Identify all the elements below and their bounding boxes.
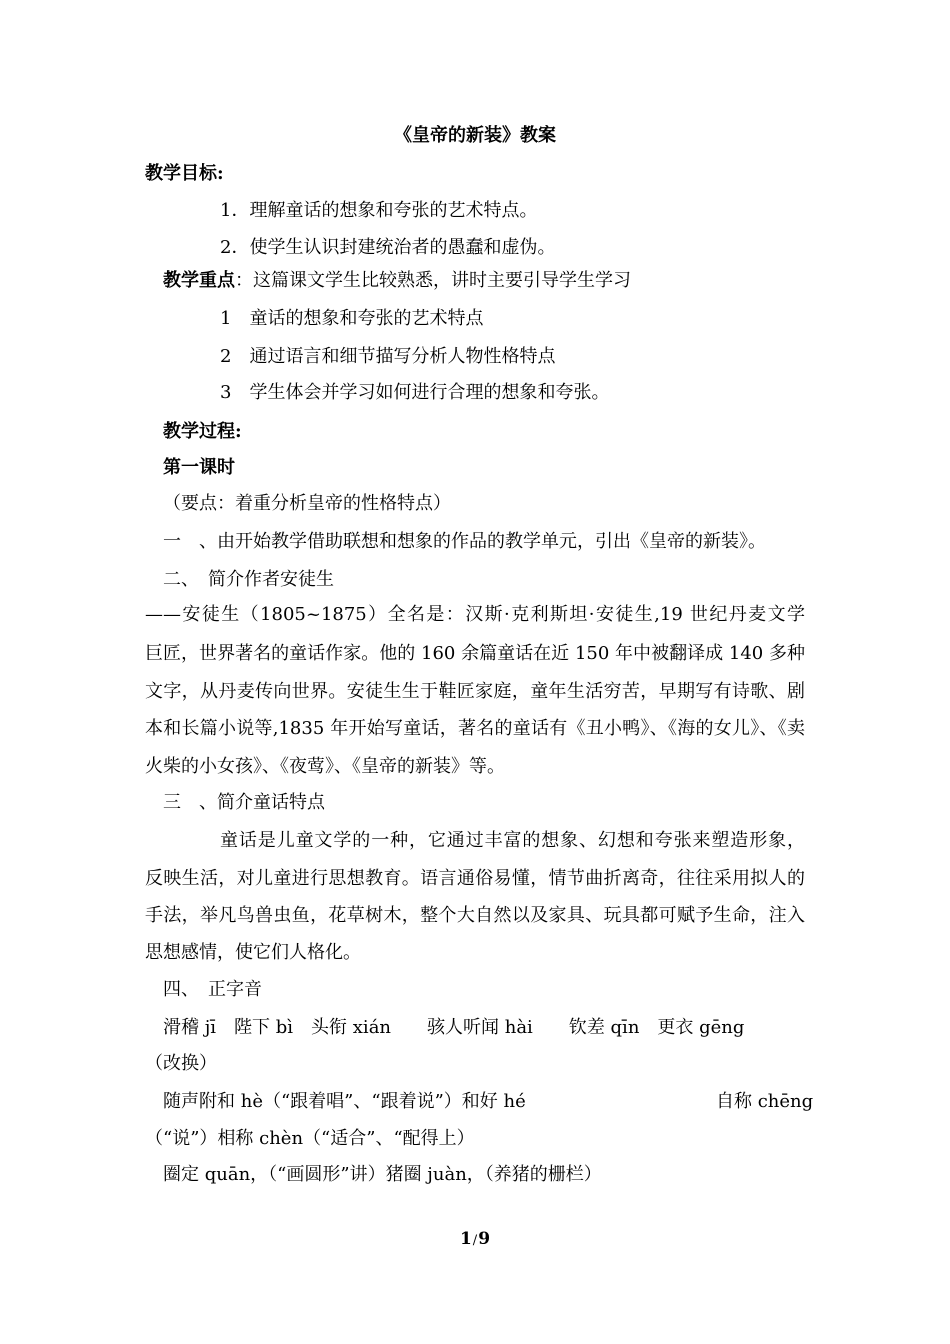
- pronunciation-line: 自称 chēng: [716, 1091, 814, 1112]
- goals-heading: 教学目标:: [145, 163, 224, 184]
- pronunciation-line: （改换）: [145, 1053, 217, 1074]
- focus-line: [163, 269, 631, 293]
- pronunciation-line: （“说”）相称 chèn（“适合”、“配得上）: [145, 1128, 475, 1149]
- page-separator: /: [472, 1233, 478, 1248]
- focus-item: 3 学生体会并学习如何进行合理的想象和夸张。: [220, 382, 610, 403]
- author-line: 火柴的小女孩》、《夜莺》、《皇帝的新装》等。: [145, 756, 505, 777]
- author-line: 巨匠，世界著名的童话作家。他的 160 余篇童话在近 150 年中被翻译成 140 多种: [145, 643, 805, 664]
- fairy-line: 手法，举凡鸟兽虫鱼，花草树木，整个大自然以及家具、玩具都可赋予生命，注入: [145, 905, 805, 926]
- focus-item: 1 童话的想象和夸张的艺术特点: [220, 308, 484, 329]
- key-point: （要点：着重分析皇帝的性格特点）: [163, 493, 451, 514]
- page-total: 9: [478, 1229, 491, 1249]
- author-line: 文字，从丹麦传向世界。安徒生生于鞋匠家庭，童年生活穷苦，早期写有诗歌、剧: [145, 681, 805, 702]
- page-current: 1: [459, 1229, 472, 1249]
- lesson-heading: 第一课时: [163, 457, 235, 478]
- focus-heading: 教学重点: [163, 270, 235, 291]
- process-heading: 教学过程:: [163, 421, 242, 442]
- pronunciation-line: 随声附和 hè（“跟着唱”、“跟着说”）和好 hé: [163, 1091, 526, 1112]
- step-four: 四、 正字音: [163, 979, 262, 1000]
- page-number: [0, 1229, 950, 1249]
- step-three: 三 、简介童话特点: [163, 792, 325, 813]
- goal-item: 1．理解童话的想象和夸张的艺术特点。: [220, 200, 538, 221]
- focus-item: 2 通过语言和细节描写分析人物性格特点: [220, 346, 556, 367]
- pronunciation-line: 滑稽 jī 陛下 bì 头衔 xián 骇人听闻 hài 钦差 qīn 更衣 gēng: [163, 1017, 745, 1038]
- fairy-line: 思想感情，使它们人格化。: [145, 942, 361, 963]
- page-title: 《皇帝的新装》教案: [394, 125, 556, 146]
- author-line: 本和长篇小说等,1835 年开始写童话，著名的童话有《丑小鸭》、《海的女儿》、《卖: [145, 718, 805, 739]
- author-line: ——安徒生（1805~1875）全名是：汉斯·克利斯坦·安徒生,19 世纪丹麦文学: [145, 604, 805, 625]
- pronunciation-line: 圈定 quān，（“画圆形”讲）猪圈 juàn，（养猪的栅栏）: [163, 1164, 602, 1185]
- fairy-line: 反映生活，对儿童进行思想教育。语言通俗易懂，情节曲折离奇，往往采用拟人的: [145, 868, 805, 889]
- step-two: 二、 简介作者安徒生: [163, 569, 334, 590]
- goal-item: 2．使学生认识封建统治者的愚蠢和虚伪。: [220, 237, 556, 258]
- fairy-line: 童话是儿童文学的一种，它通过丰富的想象、幻想和夸张来塑造形象，: [220, 830, 805, 851]
- step-one: 一 、由开始教学借助联想和想象的作品的教学单元，引出《皇帝的新装》。: [163, 531, 766, 552]
- focus-text: ：这篇课文学生比较熟悉，讲时主要引导学生学习: [235, 270, 631, 291]
